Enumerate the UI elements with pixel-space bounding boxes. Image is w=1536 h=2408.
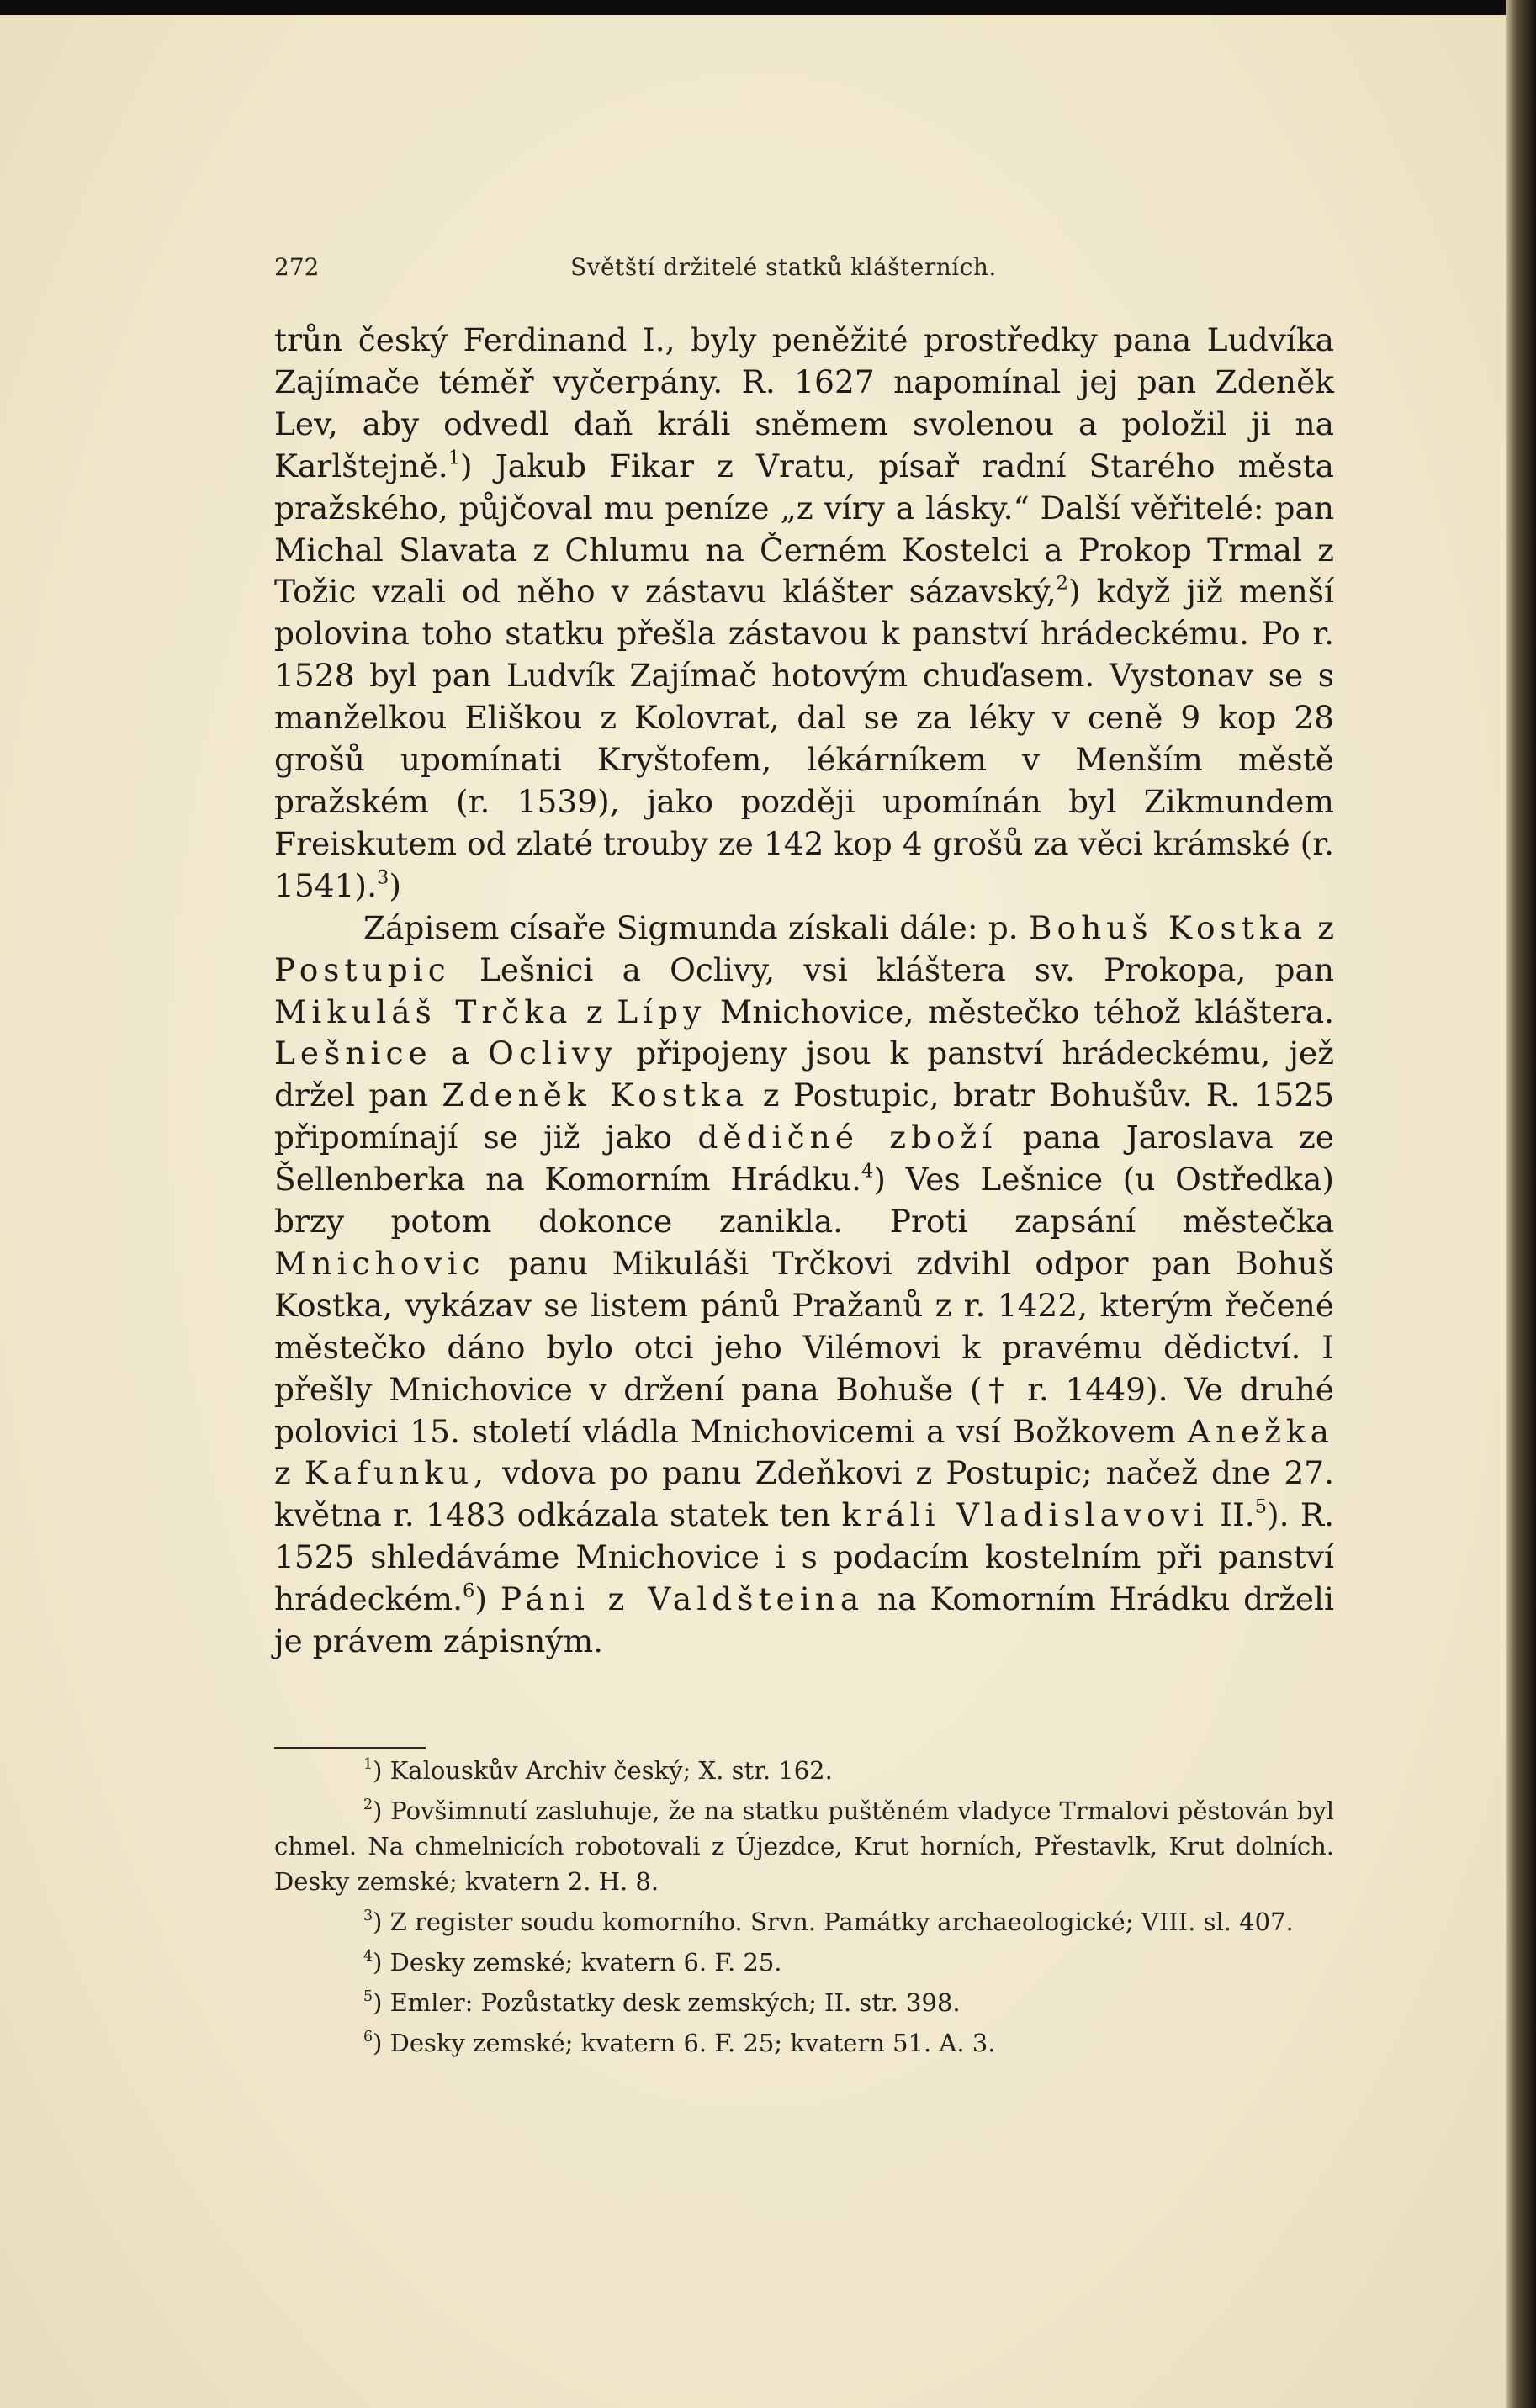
footnote-ref: 3	[377, 866, 389, 889]
footnote-text: ) Desky zemské; kvatern 6. F. 25; kvatern 51. A. 3.	[373, 2029, 996, 2057]
footnote-text: ) Z register soudu komorního. Srvn. Památky archaeologické; VIII. sl. 407.	[373, 1908, 1294, 1936]
spaced-name: králi Vladislavovi	[841, 1496, 1209, 1534]
footnote-ref: 2	[1056, 572, 1068, 595]
footnote-4	[274, 1945, 1334, 1980]
text-run: vdova po panu Zdeňkovi z Postupic; načež dne 27. května r. 1483 odkázala statek ten	[274, 1454, 1334, 1534]
scan-top-border	[0, 0, 1536, 15]
text-run: z	[585, 992, 603, 1030]
text-run: )	[474, 1580, 487, 1618]
spaced-name: Mikuláš Trčka	[274, 992, 573, 1030]
footnote-text: ) Kalouskův Archiv český; X. str. 162.	[373, 1756, 833, 1785]
text-run: II.	[1220, 1496, 1255, 1534]
spaced-phrase: dědičné zboží	[697, 1119, 998, 1156]
footnote-mark: 2	[363, 1796, 373, 1813]
spaced-name: Oclivy	[488, 1035, 618, 1072]
footnote-1	[274, 1753, 1334, 1788]
spaced-name: Kafunku,	[304, 1454, 490, 1492]
footnote-divider	[274, 1747, 426, 1749]
footnote-mark: 6	[363, 2028, 373, 2045]
text-run: z Postupic, bratr Bohušův. R. 1525 připomínají se již jako	[274, 1077, 1334, 1156]
running-title: Světští držitelé statků klášterních.	[570, 253, 997, 281]
text-run: ) Jakub Fikar z Vratu, písař radní Starého města pražského, půjčoval mu peníze „z víry a lásky.“ Další věřitelé: pan Michal Slavata z Chlumu na Černém Kostelci a Prokop Trmal z Tožic vzali od něho v zástavu klášter sázavský,	[274, 447, 1334, 611]
text-run: připojeny jsou k panství hrádeckému, jež držel pan	[274, 1035, 1335, 1114]
paragraph-2	[274, 908, 1334, 1663]
footnote-ref: 5	[1254, 1495, 1268, 1518]
text-run: Mnichovice, městečko téhož kláštera.	[719, 992, 1335, 1030]
book-page	[0, 15, 1506, 2408]
scan-right-edge	[1506, 0, 1536, 2408]
text-run: ) když již menší polovina toho statku přešla zástavou k panství hrádeckému. Po r. 1528 byl pan Ludvík Zajímač hotovým chuďasem. Vystonav se s manželkou Eliškou z Kolovrat, dal se za léky v ceně 9 kop 28 grošů upomínati Kryštofem, lékárníkem v Menším městě pražském (r. 1539), jako později upomínán byl Zikmundem Freiskutem od zlaté trouby ze 142 kop 4 grošů za věci krámské (r. 1541).	[274, 573, 1334, 904]
main-text	[274, 320, 1334, 1663]
spaced-name: Zdeněk Kostka	[442, 1077, 749, 1114]
spaced-name: Mnichovic	[274, 1244, 485, 1282]
footnote-5	[274, 1985, 1334, 2020]
spaced-name: Lešnice	[274, 1035, 432, 1072]
footnote-ref: 6	[463, 1580, 475, 1602]
spaced-name: Anežka	[1187, 1412, 1335, 1450]
footnote-mark: 3	[363, 1907, 373, 1924]
spaced-name: Bohuš Kostka	[1028, 908, 1307, 946]
text-run: panu Mikuláši Trčkovi zdvihl odpor pan Bohuš Kostka, vykázav se listem pánů Pražanů z r. 1422, kterým řečené městečko dáno bylo otci jeho Vilémovi k pravému dědictví. I přešly Mnichovice v držení pana Bohuše († r. 1449). Ve druhé polovici 15. století vládla Mnichovicemi a vsí Božkovem	[274, 1244, 1335, 1450]
footnote-text: ) Povšimnutí zasluhuje, že na statku puštěném vladyce Trmalovi pěstován byl chmel. Na chmelnicích robotovali z Újezdce, Krut horních, Přestavlk, Krut dolních. Desky zemské; kvatern 2. H. 8.	[274, 1797, 1334, 1896]
footnote-6	[274, 2025, 1334, 2061]
footnote-mark: 1	[363, 1755, 373, 1773]
footnotes	[274, 1753, 1334, 2066]
text-run: Lešnici a Oclivy, vsi kláštera sv. Prokopa, pan	[479, 950, 1334, 988]
text-run: ) Ves Lešnice (u Ostředka) brzy potom dokonce zanikla. Proti zapsání městečka	[274, 1161, 1334, 1241]
footnote-text: ) Desky zemské; kvatern 6. F. 25.	[373, 1948, 782, 1977]
text-run: a	[450, 1035, 470, 1072]
footnote-ref: 1	[448, 446, 461, 468]
footnote-mark: 4	[363, 1947, 373, 1965]
text-run: z	[274, 1454, 291, 1492]
footnote-2	[274, 1793, 1334, 1899]
spaced-name: Lípy	[617, 992, 707, 1030]
spaced-name: Postupic	[274, 950, 451, 988]
footnote-3	[274, 1904, 1334, 1940]
text-run: )	[389, 866, 401, 904]
footnote-text: ) Emler: Pozůstatky desk zemských; II. str. 398.	[373, 1988, 961, 2017]
text-run: na Komorním Hrádku drželi je právem zápisným.	[274, 1580, 1335, 1660]
footnote-ref: 4	[861, 1160, 874, 1183]
text-run: z	[1317, 908, 1334, 946]
text-run: pana Jaroslava ze Šellenberka na Komorním Hrádku.	[274, 1119, 1334, 1199]
page-number: 272	[274, 253, 320, 281]
footnote-mark: 5	[363, 1987, 373, 2005]
spaced-name: Páni z Valdšteina	[500, 1580, 865, 1618]
text-run: trůn český Ferdinand I., byly peněžité prostředky pana Ludvíka Zajímače téměř vyčerpány. R. 1627 napomínal jej pan Zdeněk Lev, aby odvedl daň králi sněmem svolenou a položil ji na Karlštejně.	[274, 321, 1334, 484]
paragraph-1	[274, 320, 1334, 908]
text-run: ). R. 1525 shledáváme Mnichovice i s podacím kostelním při panství hrádeckém.	[274, 1496, 1335, 1618]
text-run: Zápisem císaře Sigmunda získali dále: p.	[363, 908, 1019, 946]
